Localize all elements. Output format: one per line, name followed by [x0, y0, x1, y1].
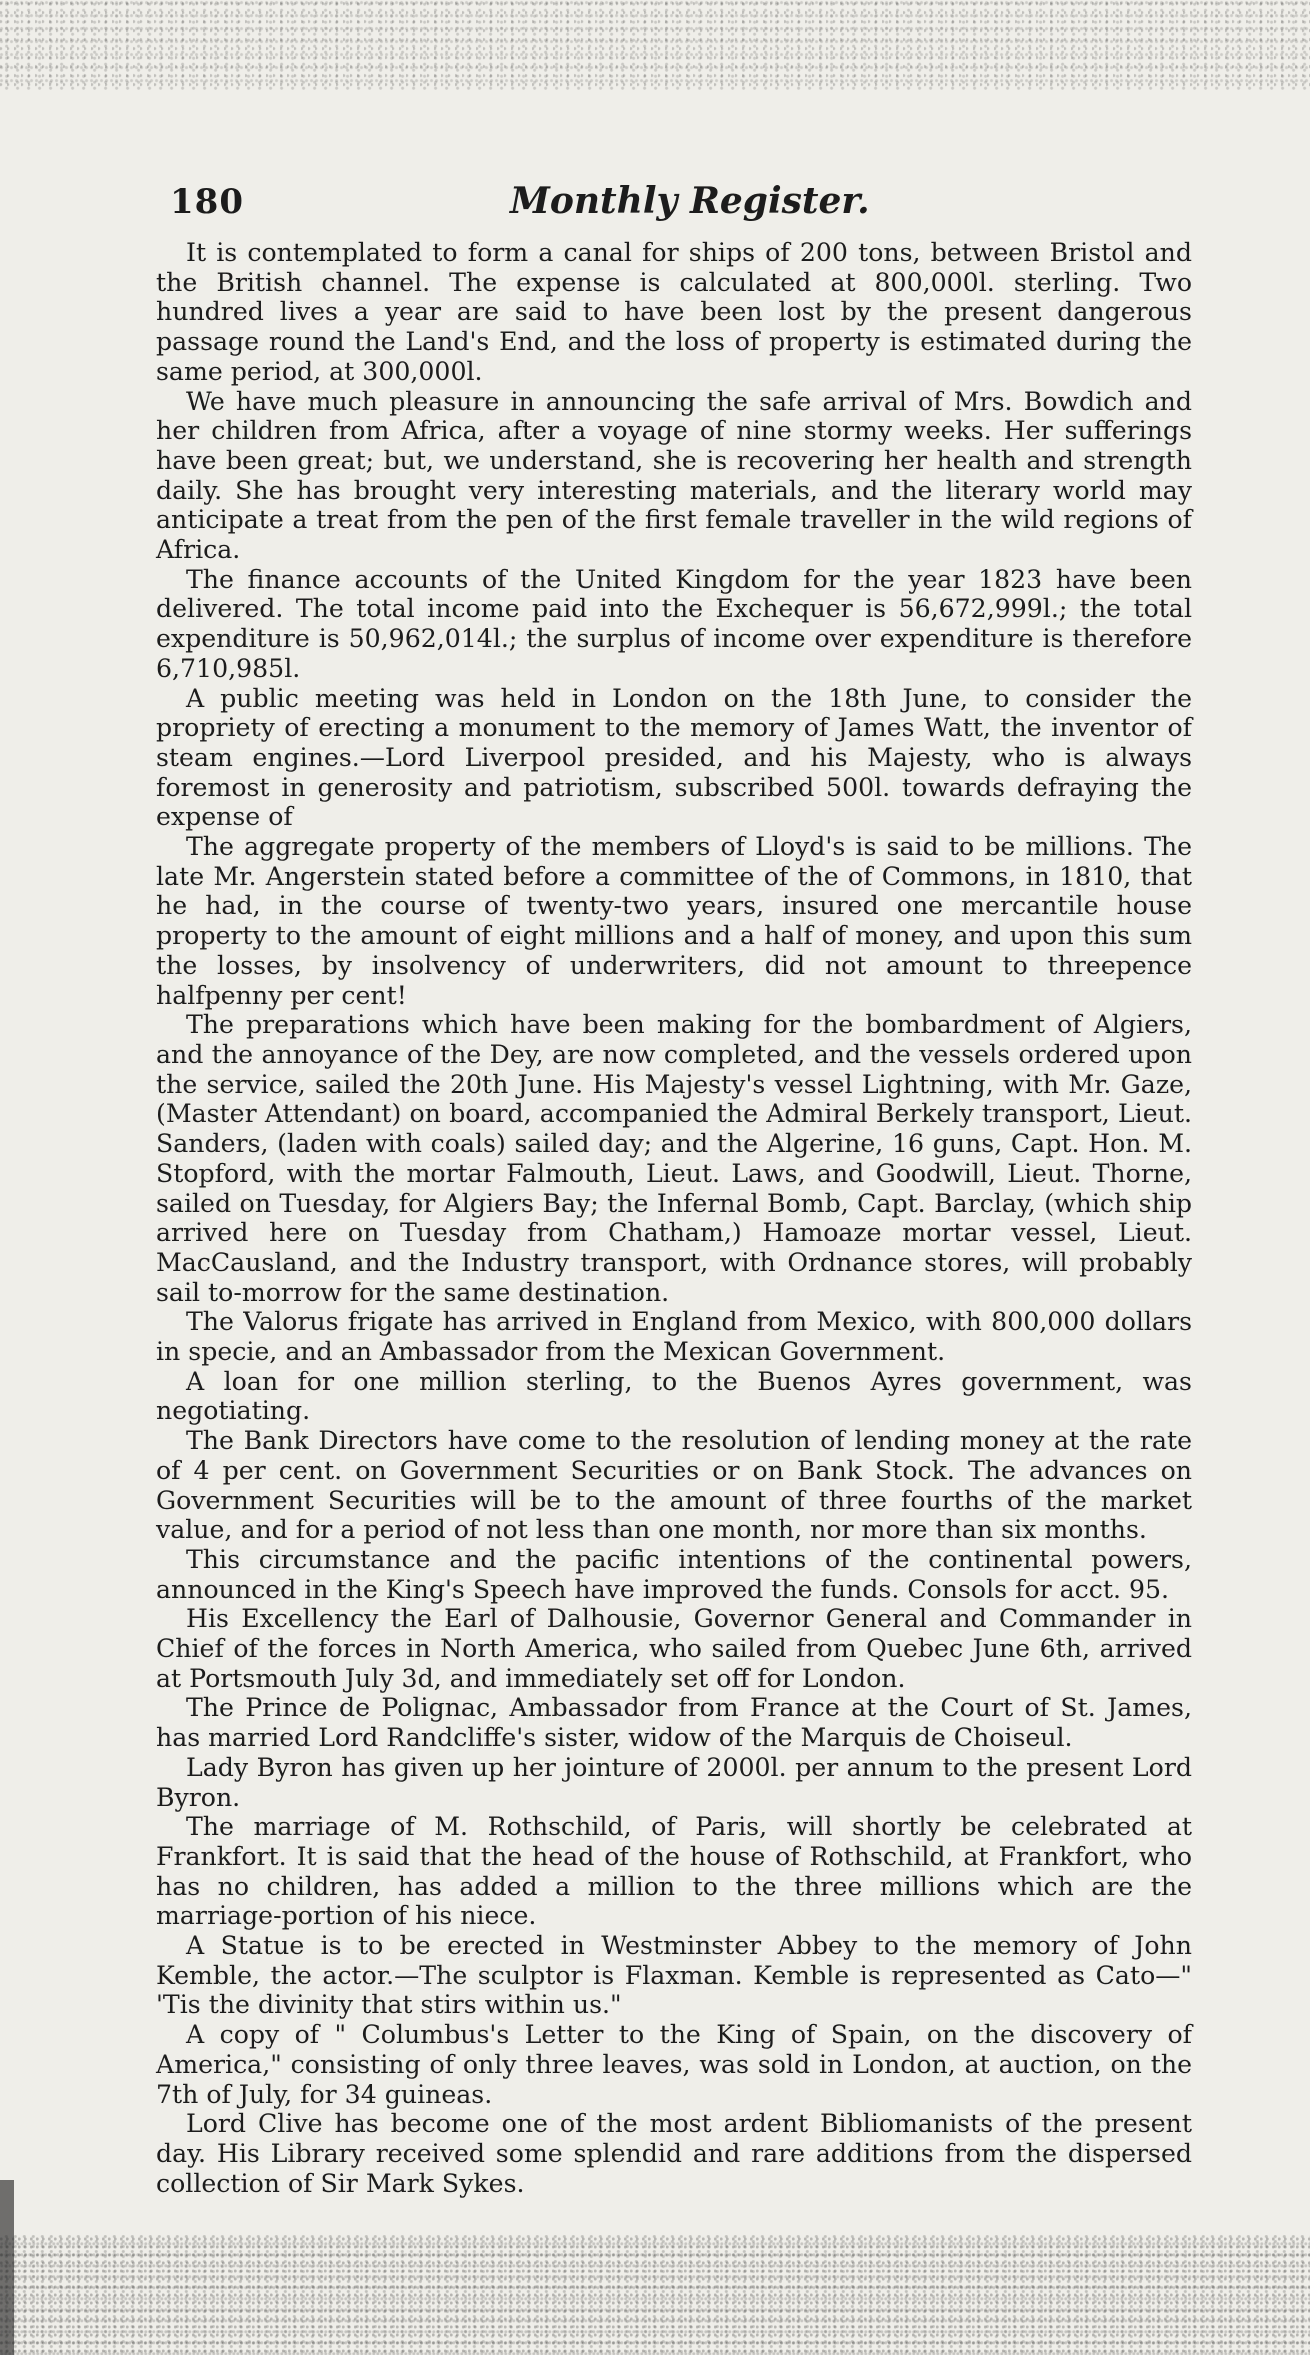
scan-noise-bottom — [0, 2235, 1310, 2355]
page-header — [170, 176, 1190, 230]
paragraph-byron: Lady Byron has given up her jointure of 2000l. per annum to the present Lord Byron. — [156, 1752, 1192, 1812]
paragraph-canal: It is contemplated to form a canal for ships of 200 tons, between Bristol and the British channel. The expense is calculated at 800,000l. sterling. Two hundred lives a year are said to have been lost by the present dangerous passage round the Land's End, and the loss of property is estimated during the same period, at 300,000l. — [156, 238, 1192, 386]
paragraph-bowdich: We have much pleasure in announcing the safe arrival of Mrs. Bowdich and her children from Africa, after a voyage of nine stormy weeks. Her sufferings have been great; but, we understand, she is recovering her health and strength daily. She has brought very interesting materials, and the literary world may anticipate a treat from the pen of the first female traveller in the wild regions of Africa. — [156, 386, 1192, 565]
paragraph-dalhousie: His Excellency the Earl of Dalhousie, Governor General and Commander in Chief of the forces in North America, who sailed from Quebec June 6th, arrived at Portsmouth July 3d, and immediately set off for London. — [156, 1604, 1192, 1693]
article-body — [156, 238, 1192, 2198]
paragraph-bank: The Bank Directors have come to the resolution of lending money at the rate of 4 per cent. on Government Securities or on Bank Stock. The advances on Government Securities will be to the amount of three fourths of the market value, and for a period of not less than one month, nor more than six months. — [156, 1426, 1192, 1545]
scan-noise-top — [0, 0, 1310, 90]
page-number: 180 — [170, 182, 244, 222]
running-title: Monthly Register. — [510, 180, 870, 222]
paragraph-rothschild: The marriage of M. Rothschild, of Paris, will shortly be celebrated at Frankfort. It is said that the head of the house of Rothschild, at Frankfort, who has no children, has added a million to the three millions which are the marriage-portion of his niece. — [156, 1812, 1192, 1931]
paragraph-algiers: The preparations which have been making for the bombardment of Algiers, and the annoyance of the Dey, are now completed, and the vessels ordered upon the service, sailed the 20th June. His Majesty's vessel Lightning, with Mr. Gaze, (Master Attendant) on board, accompanied the Admiral Berkely transport, Lieut. Sanders, (laden with coals) sailed day; and the Algerine, 16 guns, Capt. Hon. M. Stopford, with the mortar Falmouth, Lieut. Laws, and Goodwill, Lieut. Thorne, sailed on Tuesday, for Algiers Bay; the Infernal Bomb, Capt. Barclay, (which ship arrived here on Tuesday from Chatham,) Hamoaze mortar vessel, Lieut. MacCausland, and the Industry transport, with Ordnance stores, will probably sail to-morrow for the same destination. — [156, 1010, 1192, 1307]
paragraph-valorus: The Valorus frigate has arrived in England from Mexico, with 800,000 dollars in specie, and an Ambassador from the Mexican Government. — [156, 1307, 1192, 1367]
paragraph-polignac: The Prince de Polignac, Ambassador from France at the Court of St. James, has married Lord Randcliffe's sister, widow of the Marquis de Choiseul. — [156, 1693, 1192, 1753]
paragraph-kemble: A Statue is to be erected in Westminster Abbey to the memory of John Kemble, the actor.—The sculptor is Flaxman. Kemble is represented as Cato—" 'Tis the divinity that stirs within us." — [156, 1931, 1192, 2020]
paragraph-finance: The finance accounts of the United Kingdom for the year 1823 have been delivered. The total income paid into the Exchequer is 56,672,999l.; the total expenditure is 50,962,014l.; the surplus of income over expenditure is therefore 6,710,985l. — [156, 564, 1192, 683]
paragraph-funds: This circumstance and the pacific intentions of the continental powers, announced in the King's Speech have improved the funds. Consols for acct. 95. — [156, 1544, 1192, 1604]
paragraph-lloyds: The aggregate property of the members of Lloyd's is said to be millions. The late Mr. Angerstein stated before a committee of the of Commons, in 1810, that he had, in the course of twenty-two years, insured one mercantile house property to the amount of eight millions and a half of money, and upon this sum the losses, by insolvency of underwriters, did not amount to threepence halfpenny per cent! — [156, 832, 1192, 1010]
paragraph-clive: Lord Clive has become one of the most ardent Bibliomanists of the present day. His Library received some splendid and rare additions from the dispersed collection of Sir Mark Sykes. — [156, 2109, 1192, 2198]
paragraph-columbus: A copy of " Columbus's Letter to the King of Spain, on the discovery of America," consisting of only three leaves, was sold in London, at auction, on the 7th of July, for 34 guineas. — [156, 2020, 1192, 2109]
paragraph-watt-monument: A public meeting was held in London on the 18th June, to consider the propriety of erecting a monument to the memory of James Watt, the inventor of steam engines.—Lord Liverpool presided, and his Majesty, who is always foremost in generosity and patriotism, subscribed 500l. towards defraying the expense of — [156, 683, 1192, 832]
paragraph-loan: A loan for one million sterling, to the Buenos Ayres government, was negotiating. — [156, 1366, 1192, 1426]
scan-edge-shadow — [0, 2180, 14, 2355]
